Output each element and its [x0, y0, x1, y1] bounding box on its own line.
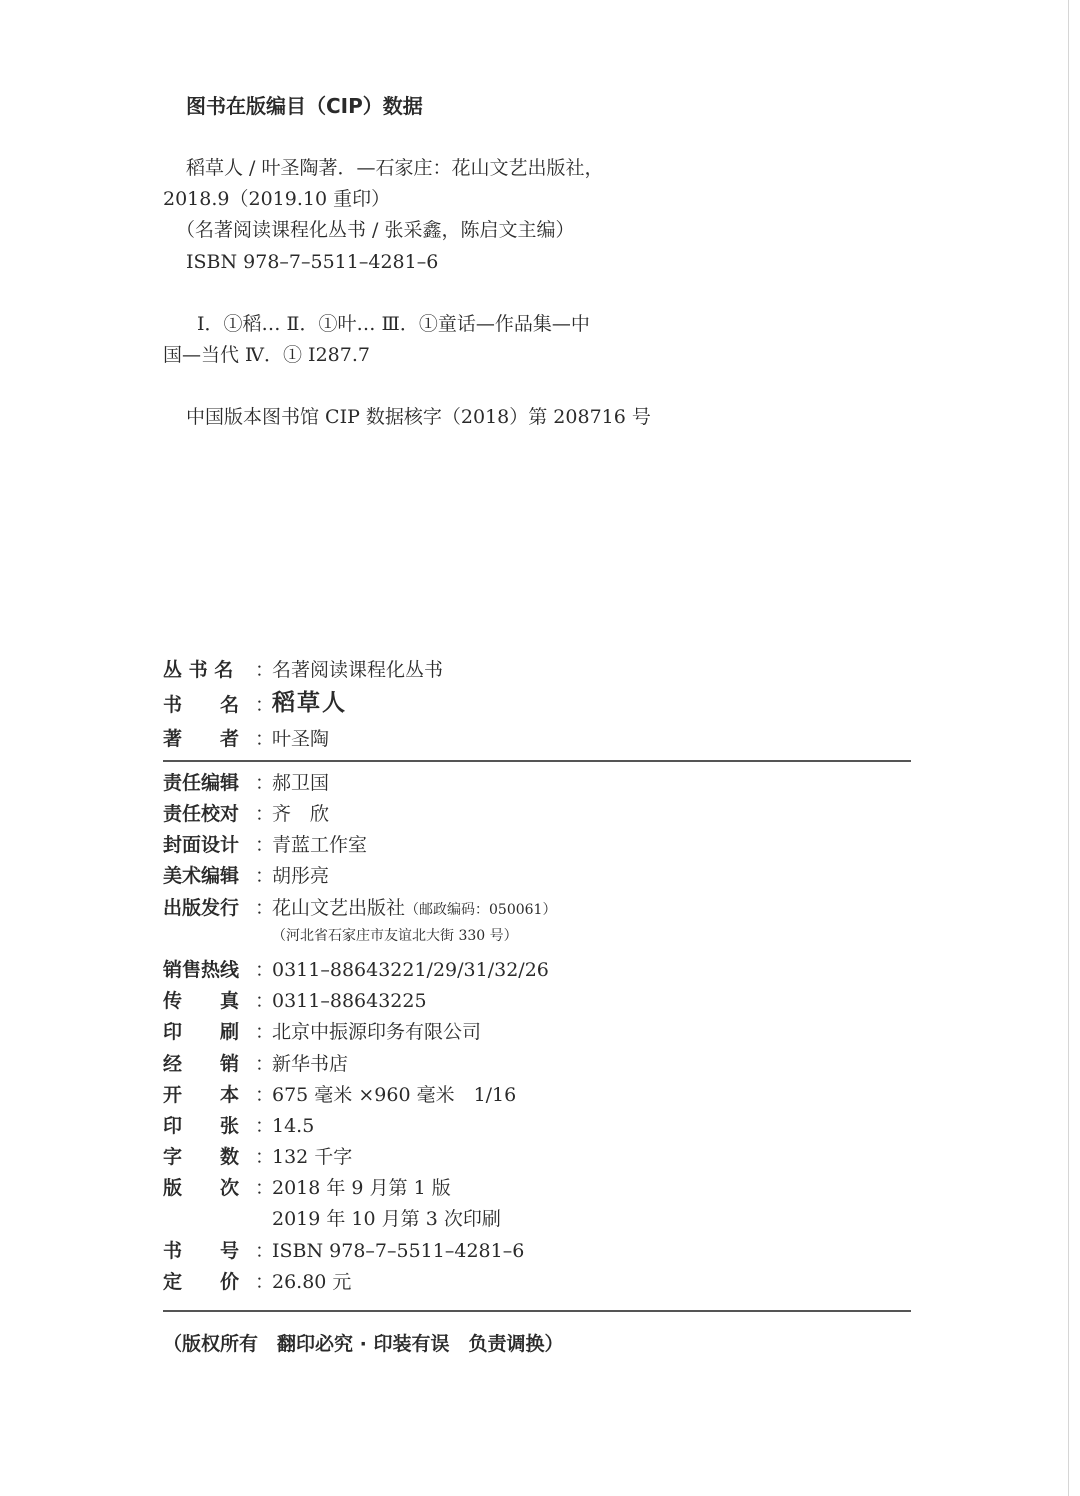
divider-bottom	[163, 1310, 911, 1312]
proofreader-value: 齐 欣	[272, 803, 330, 825]
cip-line-record-number: 中国版本图书馆 CIP 数据核字（2018）第 208716 号	[186, 406, 651, 428]
sales-hotline-label: 销售热线 ：	[163, 959, 275, 981]
format-value: 675 毫米 ×960 毫米 1/16	[272, 1084, 517, 1106]
cover-design-value: 青蓝工作室	[272, 834, 368, 856]
distributor-label: 经 销 ：	[163, 1053, 275, 1075]
cip-line-title: 稻草人 / 叶圣陶著．—石家庄：花山文艺出版社，	[186, 157, 604, 179]
publisher-name: 花山文艺出版社	[272, 897, 406, 919]
sheets-value: 14.5	[272, 1115, 315, 1137]
editor-value: 郝卫国	[272, 772, 330, 794]
format-label: 开 本 ：	[163, 1084, 275, 1106]
distributor-value: 新华书店	[272, 1053, 349, 1075]
publisher-label: 出版发行 ：	[163, 897, 275, 919]
author-label: 著 者 ：	[163, 728, 275, 750]
publisher-postcode: （邮政编码：050061）	[405, 902, 557, 918]
isbn-value: ISBN 978–7–5511–4281–6	[272, 1240, 525, 1262]
cover-design-label: 封面设计 ：	[163, 834, 275, 856]
title-label: 书 名 ：	[163, 694, 275, 716]
book-title-value: 稻草人	[272, 690, 347, 716]
cip-line-date: 2018.9（2019.10 重印）	[163, 188, 391, 210]
page-edge	[1068, 0, 1069, 1496]
reprint-value: 2019 年 10 月第 3 次印刷	[272, 1208, 501, 1230]
cip-line-classification: Ⅰ．①稻… Ⅱ．①叶… Ⅲ．①童话—作品集—中	[197, 313, 590, 335]
divider-top	[163, 760, 911, 762]
price-label: 定 价 ：	[163, 1271, 275, 1293]
art-editor-label: 美术编辑 ：	[163, 865, 275, 887]
printer-value: 北京中振源印务有限公司	[272, 1021, 482, 1043]
edition-label: 版 次 ：	[163, 1177, 275, 1199]
fax-value: 0311–88643225	[272, 990, 427, 1012]
copyright-notice: （版权所有 翻印必究 · 印装有误 负责调换）	[163, 1333, 564, 1355]
series-value: 名著阅读课程化丛书	[272, 659, 444, 681]
sales-hotline-value: 0311–88643221/29/31/32/26	[272, 959, 549, 981]
cip-line-isbn: ISBN 978–7–5511–4281–6	[186, 251, 439, 273]
printer-label: 印 刷 ：	[163, 1021, 275, 1043]
word-count-label: 字 数 ：	[163, 1146, 275, 1168]
sheets-label: 印 张 ：	[163, 1115, 275, 1137]
isbn-label: 书 号 ：	[163, 1240, 275, 1262]
editor-label: 责任编辑 ：	[163, 772, 275, 794]
publisher-value	[272, 896, 556, 922]
cip-heading: 图书在版编目（CIP）数据	[186, 94, 423, 118]
cip-line-classification-cont: 国—当代 Ⅳ．① I287.7	[163, 344, 370, 366]
price-value: 26.80 元	[272, 1271, 352, 1293]
proofreader-label: 责任校对 ：	[163, 803, 275, 825]
publisher-address: （河北省石家庄市友谊北大街 330 号）	[272, 928, 518, 944]
cip-line-series: （名著阅读课程化丛书 / 张采鑫，陈启文主编）	[176, 219, 575, 241]
art-editor-value: 胡彤亮	[272, 865, 330, 887]
word-count-value: 132 千字	[272, 1146, 353, 1168]
series-label: 丛 书 名 ：	[163, 659, 275, 681]
fax-label: 传 真 ：	[163, 990, 275, 1012]
edition-value: 2018 年 9 月第 1 版	[272, 1177, 451, 1199]
author-value: 叶圣陶	[272, 728, 330, 750]
